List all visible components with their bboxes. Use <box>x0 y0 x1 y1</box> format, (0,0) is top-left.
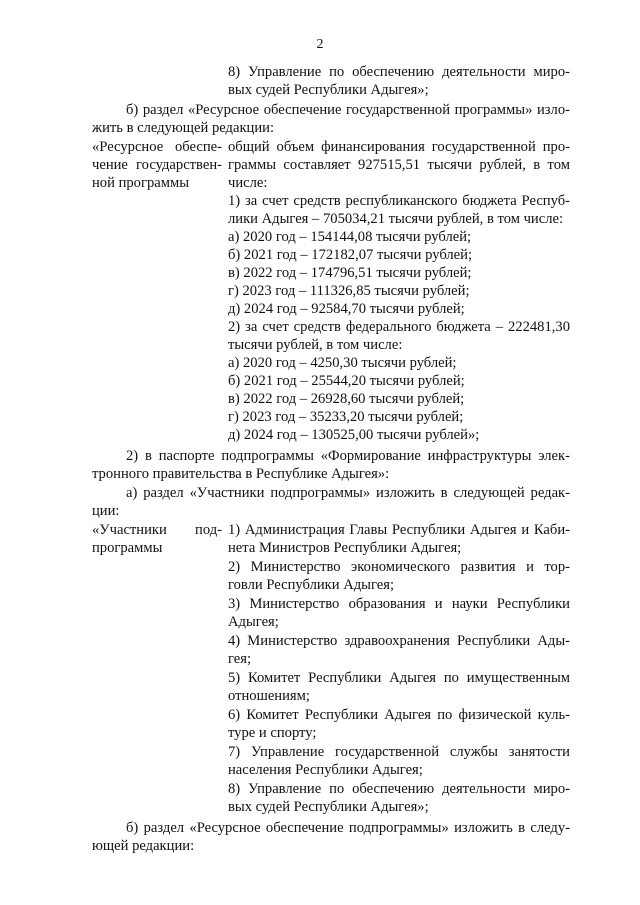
table-body-line: говли Республики Адыгея; <box>228 577 395 593</box>
table-body-line: д) 2024 год – 92584,70 тысячи рублей; <box>228 301 465 317</box>
table-label-line: программы <box>92 540 163 556</box>
table-body-line: г) 2023 год – 35233,20 тысячи рублей; <box>228 409 464 425</box>
table-body-line: д) 2024 год – 130525,00 тысячи рублей»; <box>228 427 480 443</box>
paragraph-line: ции: <box>92 503 120 519</box>
table-body-line: 5) Комитет Республики Адыгея по имущественным <box>228 670 570 686</box>
table-body-line: 2) Министерство экономического развития и тор- <box>228 559 570 575</box>
table-body-line: лики Адыгея – 705034,21 тысячи рублей, в том числе: <box>228 211 564 227</box>
paragraph-line: б) раздел «Ресурсное обеспечение подпрограммы» изложить в следу- <box>126 820 570 836</box>
table-body-line: 1) Администрация Главы Республики Адыгея и Каби- <box>228 522 570 538</box>
text-line: 8) Управление по обеспечению деятельности миро- <box>228 64 570 80</box>
table-body-line: тысячи рублей, в том числе: <box>228 337 403 353</box>
table-label-line: «Ресурсное обеспе- <box>92 139 222 155</box>
table-body-line: вых судей Республики Адыгея»; <box>228 799 429 815</box>
page-number: 2 <box>316 37 324 52</box>
paragraph-line: тронного правительства в Республике Адыгея»: <box>92 466 390 482</box>
table-body-line: 6) Комитет Республики Адыгея по физической куль- <box>228 707 570 723</box>
table-body-line: числе: <box>228 175 268 191</box>
paragraph-line: а) раздел «Участники подпрограммы» изложить в следующей редак- <box>126 485 570 501</box>
paragraph-line: жить в следующей редакции: <box>92 120 275 136</box>
table-body-line: б) 2021 год – 25544,20 тысячи рублей; <box>228 373 465 389</box>
table-body-line: в) 2022 год – 26928,60 тысячи рублей; <box>228 391 465 407</box>
table-body-line: гея; <box>228 651 252 667</box>
paragraph-line: б) раздел «Ресурсное обеспечение государственной программы» изло- <box>126 102 570 118</box>
table-body-line: 7) Управление государственной службы занятости <box>228 744 570 760</box>
table-body-line: граммы составляет 927515,51 тысячи рублей, в том <box>228 157 570 173</box>
table-body-line: населения Республики Адыгея; <box>228 762 423 778</box>
table-body-line: а) 2020 год – 4250,30 тысячи рублей; <box>228 355 457 371</box>
text-line: вых судей Республики Адыгея»; <box>228 82 429 98</box>
table-body-line: Адыгея; <box>228 614 279 630</box>
table-body-line: туре и спорту; <box>228 725 317 741</box>
table-body-line: г) 2023 год – 111326,85 тысячи рублей; <box>228 283 470 299</box>
paragraph-line: ющей редакции: <box>92 838 195 854</box>
table-body-line: 8) Управление по обеспечению деятельности миро- <box>228 781 570 797</box>
table-body-line: нета Министров Республики Адыгея; <box>228 540 462 556</box>
table-body-line: в) 2022 год – 174796,51 тысячи рублей; <box>228 265 472 281</box>
table-body-line: 1) за счет средств республиканского бюджета Респуб- <box>228 193 570 209</box>
paragraph-line: 2) в паспорте подпрограммы «Формирование инфраструктуры элек- <box>126 448 570 464</box>
table-body-line: 2) за счет средств федерального бюджета – 222481,30 <box>228 319 570 335</box>
table-label-line: чение государствен- <box>92 157 222 173</box>
table-body-line: 4) Министерство здравоохранения Республики Ады- <box>228 633 570 649</box>
table-label-line: ной программы <box>92 175 190 191</box>
table-body-line: б) 2021 год – 172182,07 тысячи рублей; <box>228 247 473 263</box>
table-body-line: 3) Министерство образования и науки Республики <box>228 596 570 612</box>
table-label-line: «Участники под- <box>92 522 222 538</box>
table-body-line: общий объем финансирования государственной про- <box>228 139 570 155</box>
table-body-line: отношениям; <box>228 688 310 704</box>
table-body-line: а) 2020 год – 154144,08 тысячи рублей; <box>228 229 472 245</box>
